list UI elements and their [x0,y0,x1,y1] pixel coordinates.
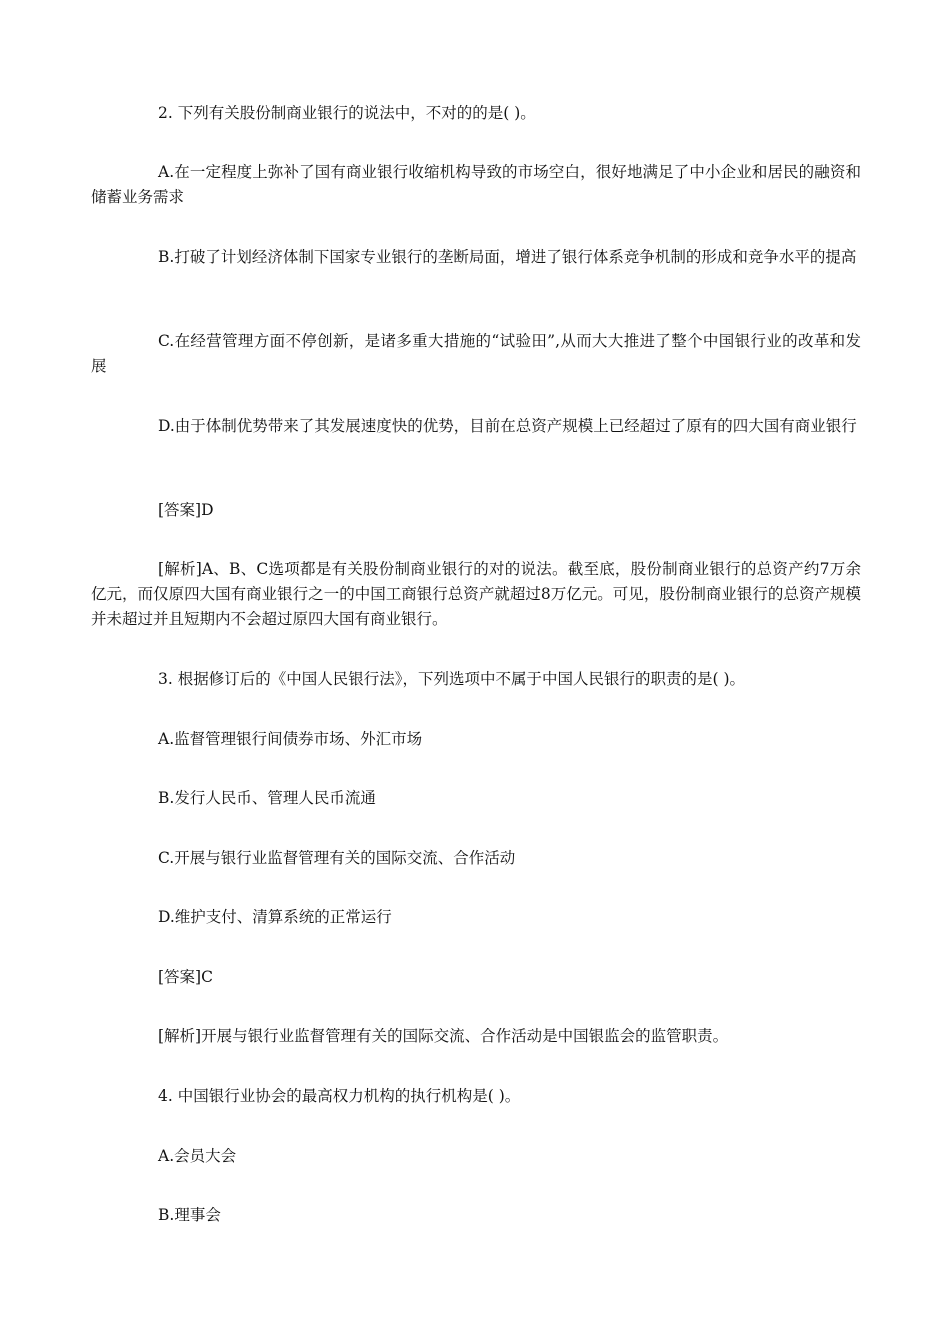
question-3-option-d: D.维护支付、清算系统的正常运行 [158,908,392,926]
question-4-option-a: A.会员大会 [158,1147,237,1165]
question-2-stem: 2. 下列有关股份制商业银行的说法中，不对的的是( )。 [158,104,536,122]
question-2-option-d: D.由于体制优势带来了其发展速度快的优势，目前在总资产规模上已经超过了原有的四大国有商业银行 [158,417,857,435]
question-2-option-b: B.打破了计划经济体制下国家专业银行的垄断局面，增进了银行体系竞争机制的形成和竞争水平的提高 [158,248,857,266]
question-4-option-b: B.理事会 [158,1206,221,1224]
question-2-answer: [答案]D [158,501,214,519]
question-3-explanation: [解析]开展与银行业监督管理有关的国际交流、合作活动是中国银监会的监管职责。 [158,1027,729,1045]
question-3-option-c: C.开展与银行业监督管理有关的国际交流、合作活动 [158,849,516,867]
question-3-option-a: A.监督管理银行间债券市场、外汇市场 [158,730,423,748]
question-2-explanation: [解析]A、B、C选项都是有关股份制商业银行的对的说法。截至底，股份制商业银行的总资产约7万余亿元，而仅原四大国有商业银行之一的中国工商银行总资产就超过8万亿元。可见，股份制商业银行的总资产规模并未超过并且短期内不会超过原四大国有商业银行。 [91,560,861,628]
question-2-option-c: C.在经营管理方面不停创新，是诸多重大措施的“试验田”,从而大大推进了整个中国银行业的改革和发展 [91,332,861,375]
question-4-stem: 4. 中国银行业协会的最高权力机构的执行机构是( )。 [158,1087,521,1105]
question-3-answer: [答案]C [158,968,213,986]
question-2-option-a: A.在一定程度上弥补了国有商业银行收缩机构导致的市场空白，很好地满足了中小企业和居民的融资和储蓄业务需求 [91,163,861,206]
question-3-option-b: B.发行人民币、管理人民币流通 [158,789,376,807]
question-3-stem: 3. 根据修订后的《中国人民银行法》，下列选项中不属于中国人民银行的职责的是( )。 [158,670,745,688]
